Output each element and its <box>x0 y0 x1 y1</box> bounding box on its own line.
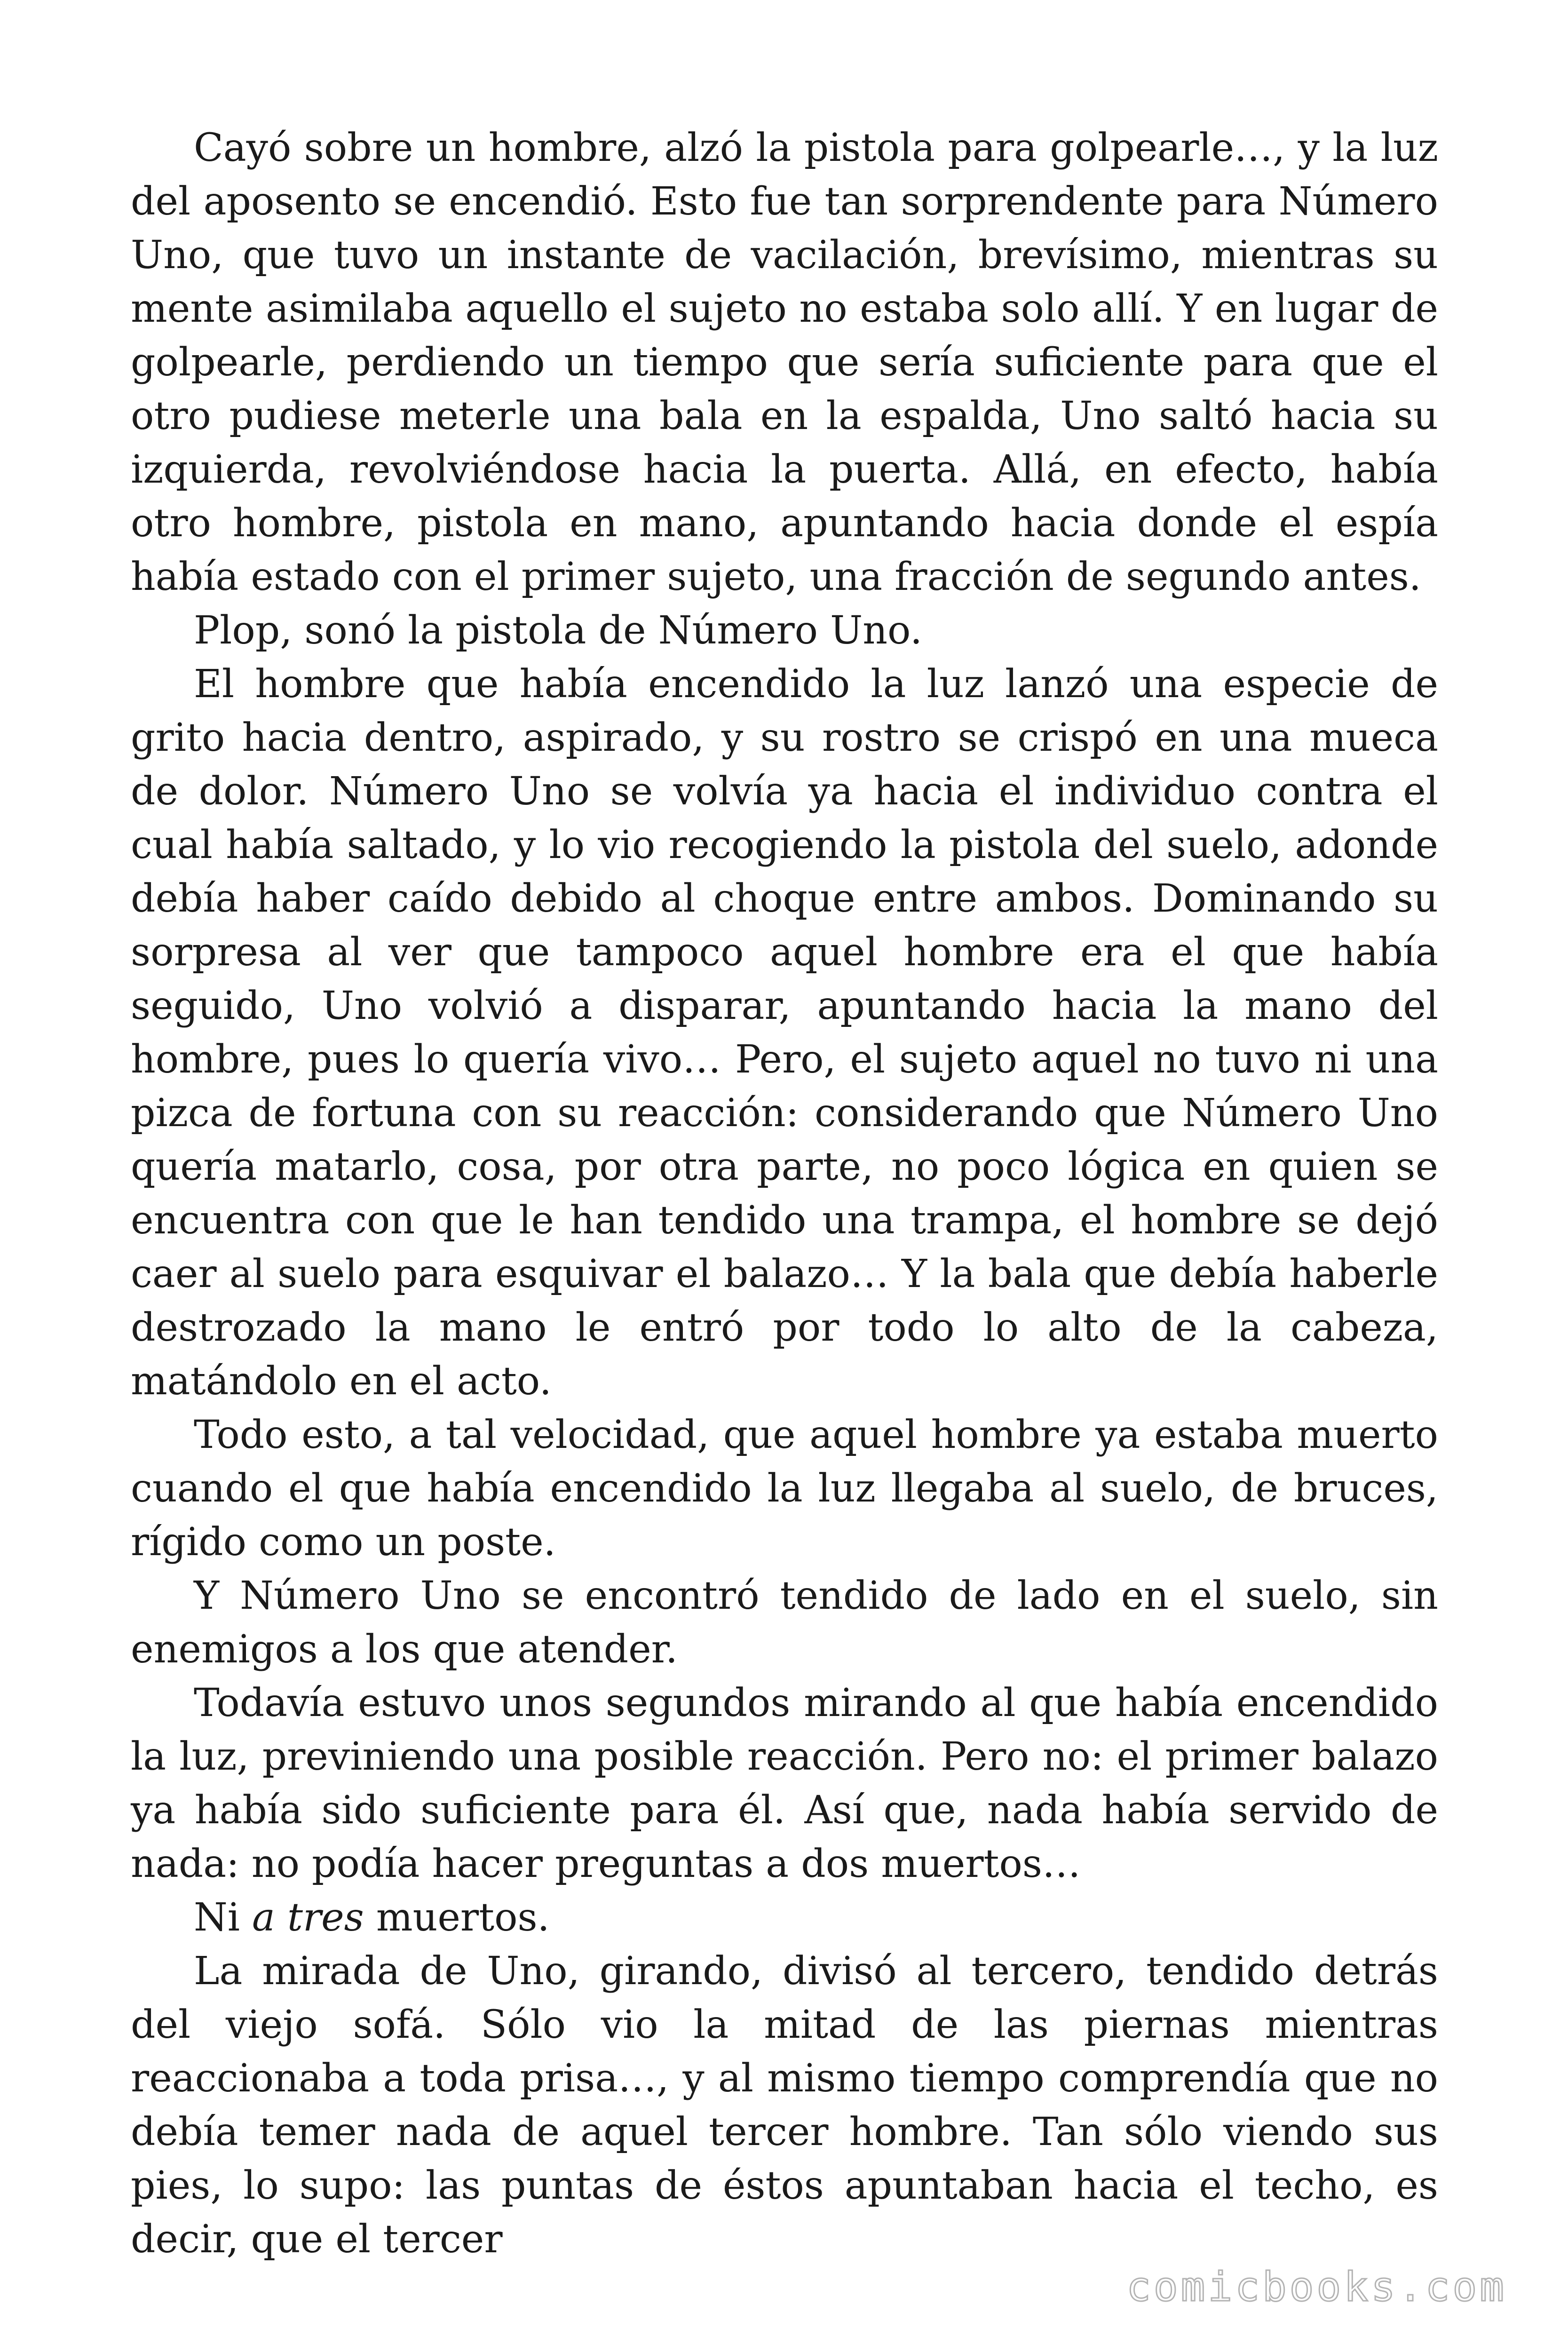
emphasis-italic-text: a tres <box>252 1895 364 1940</box>
paragraph: Todavía estuvo unos segundos mirando al que había encendido la luz, previniendo una posible reacción. Pero no: el primer balazo ya había sido suficiente para él. Así que, nada había servido de nada: no podía hacer preguntas a dos muertos… <box>131 1681 1438 1886</box>
watermark-logo: comicbooks.com <box>1126 2264 1507 2311</box>
body-text <box>131 121 1438 2266</box>
paragraph: Cayó sobre un hombre, alzó la pistola para golpearle…, y la luz del aposento se encendió. Esto fue tan sorprendente para Número Uno, que tuvo un instante de vacilación, brevísimo, mientras su mente asimilaba aquello el sujeto no estaba solo allí. Y en lugar de golpearle, perdiendo un tiempo que sería suficiente para que el otro pudiese meterle una bala en la espalda, Uno saltó hacia su izquierda, revolviéndose hacia la puerta. Allá, en efecto, había otro hombre, pistola en mano, apuntando hacia donde el espía había estado con el primer sujeto, una fracción de segundo antes. <box>131 126 1438 599</box>
paragraph: La mirada de Uno, girando, divisó al tercero, tendido detrás del viejo sofá. Sólo vio la mitad de las piernas mientras reaccionaba a toda prisa…, y al mismo tiempo comprendía que no debía temer nada de aquel tercer hombre. Tan sólo viendo sus pies, lo supo: las puntas de éstos apuntaban hacia el techo, es decir, que el tercer <box>131 1949 1438 2262</box>
paragraph: El hombre que había encendido la luz lanzó una especie de grito hacia dentro, aspirado, y su rostro se crispó en una mueca de dolor. Número Uno se volvía ya hacia el individuo contra el cual había saltado, y lo vio recogiendo la pistola del suelo, adonde debía haber caído debido al choque entre ambos. Dominando su sorpresa al ver que tampoco aquel hombre era el que había seguido, Uno volvió a disparar, apuntando hacia la mano del hombre, pues lo quería vivo… Pero, el sujeto aquel no tuvo ni una pizca de fortuna con su reacción: considerando que Número Uno quería matarlo, cosa, por otra parte, no poco lógica en quien se encuentra con que le han tendido una trampa, el hombre se dejó caer al suelo para esquivar el balazo… Y la bala que debía haberle destrozado la mano le entró por todo lo alto de la cabeza, matándolo en el acto. <box>131 662 1438 1404</box>
paragraph: Todo esto, a tal velocidad, que aquel hombre ya estaba muerto cuando el que había encendido la luz llegaba al suelo, de bruces, rígido como un poste. <box>131 1413 1438 1565</box>
emphasis-text-before: Ni <box>194 1895 253 1940</box>
paragraph: Plop, sonó la pistola de Número Uno. <box>194 608 923 653</box>
paragraph-with-emphasis <box>131 1891 1438 1945</box>
emphasis-text-after: muertos. <box>364 1895 550 1940</box>
paragraph: Y Número Uno se encontró tendido de lado en el suelo, sin enemigos a los que atender. <box>131 1573 1438 1672</box>
